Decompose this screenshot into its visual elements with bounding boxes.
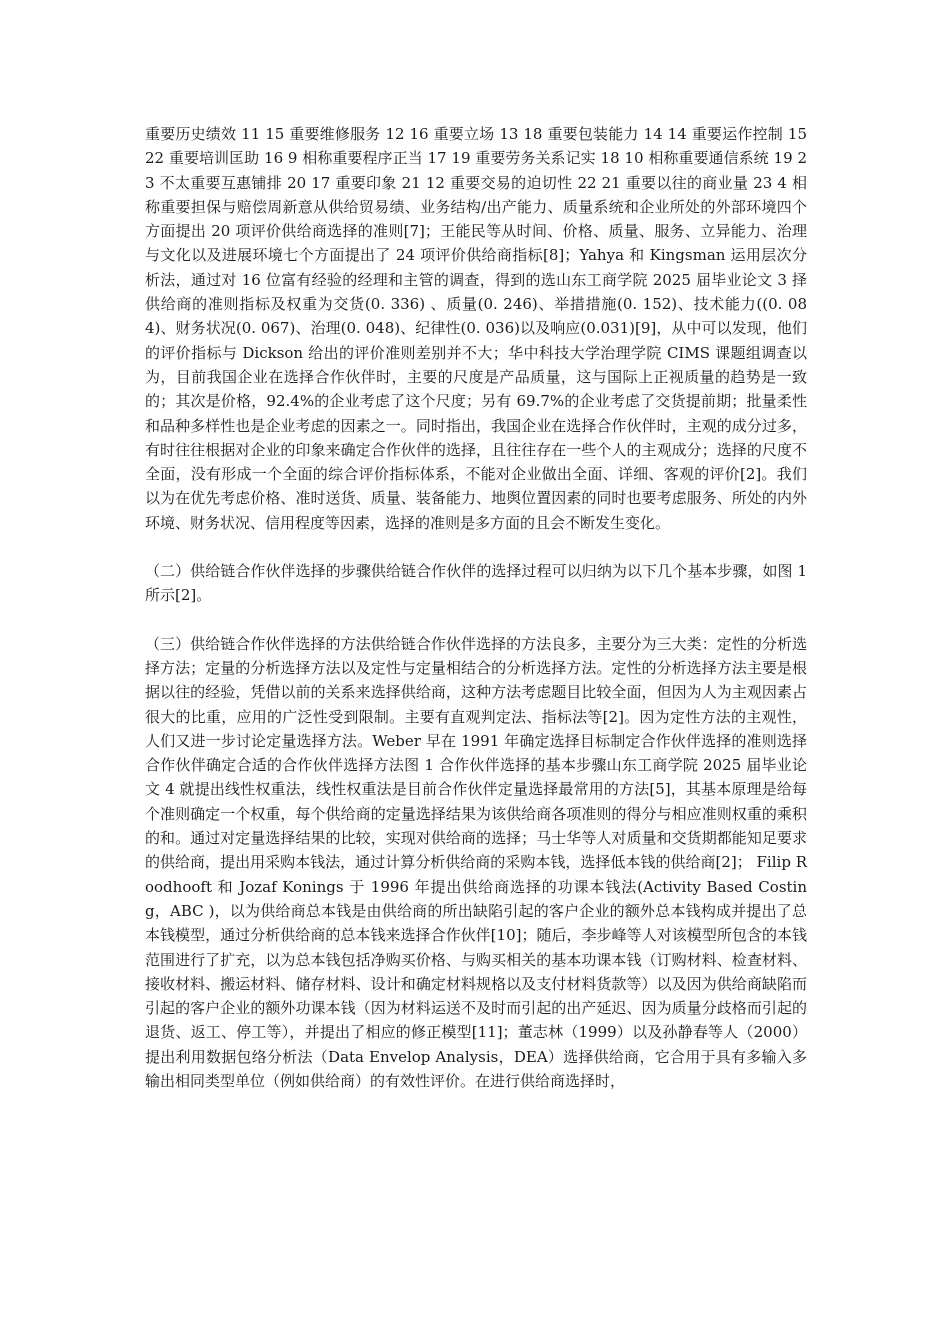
paragraph-spacer [145, 608, 807, 632]
paragraph-spacer [145, 535, 807, 559]
paragraph-selection-methods: （三）供给链合作伙伴选择的方法供给链合作伙伴选择的方法良多，主要分为三大类：定性的分析选择方法；定量的分析选择方法以及定性与定量相结合的分析选择方法。定性的分析选择方法主要是根据以往的经验，凭借以前的关系来选择供给商，这种方法考虑题目比较全面，但因为人为主观因素占很大的比重，应用的广泛性受到限制。主要有直观判定法、指标法等[2]。因为定性方法的主观性，人们又进一步讨论定量选择方法。Weber 早在 1991 年确定选择目标制定合作伙伴选择的准则选择合作伙伴确定合适的合作伙伴选择方法图 1 合作伙伴选择的基本步骤山东工商学院 2025 届毕业论文 4 就提出线性权重法，线性权重法是目前合作伙伴定量选择最常用的方法[5]，其基本原理是给每个准则确定一个权重，每个供给商的定量选择结果为该供给商各项准则的得分与相应准则权重的乘积的和。通过对定量选择结果的比较，实现对供给商的选择；马士华等人对质量和交货期都能知足要求的供给商，提出用采购本钱法，通过计算分析供给商的采购本钱，选择低本钱的供给商[2]； Filip Roodhooft 和 Jozaf Konings 于 1996 年提出供给商选择的功课本钱法(Activity Based Costing，ABC )，以为供给商总本钱是由供给商的所出缺陷引起的客户企业的额外总本钱构成并提出了总本钱模型，通过分析供给商的总本钱来选择合作伙伴[10]；随后，李步峰等人对该模型所包含的本钱范围进行了扩充，以为总本钱包括净购买价格、与购买相关的基本功课本钱（订购材料、检查材料、接收材料、搬运材料、储存材料、设计和确定材料规格以及支付材料货款等）以及因为供给商缺陷而引起的客户企业的额外功课本钱（因为材料运送不及时而引起的出产延迟、因为质量分歧格而引起的退货、返工、停工等），并提出了相应的修正模型[11]；董志林（1999）以及孙静春等人（2000）提出利用数据包络分析法（Data Envelop Analysis，DEA）选择供给商，它合用于具有多输入多输出相同类型单位（例如供给商）的有效性评价。在进行供给商选择时， [145, 634, 807, 1090]
document-body [145, 122, 807, 1093]
paragraph-selection-steps: （二）供给链合作伙伴选择的步骤供给链合作伙伴的选择过程可以归纳为以下几个基本步骤，如图 1 所示[2]。 [145, 562, 807, 605]
paragraph-criteria: 重要历史绩效 11 15 重要维修服务 12 16 重要立场 13 18 重要包装能力 14 14 重要运作控制 15 22 重要培训匡助 16 9 相称重要程序正当 17 19 重要劳务关系记实 18 10 相称重要通信系统 19 23 不太重要互惠铺排 20 17 重要印象 21 12 重要交易的迫切性 22 21 重要以往的商业量 23 4 相称重要担保与赔偿周新意从供给贸易绩、业务结构/出产能力、质量系统和企业所处的外部环境四个方面提出 20 项评价供给商选择的准则[7]；王能民等从时间、价格、质量、服务、立异能力、治理与文化以及进展环境七个方面提出了 24 项评价供给商指标[8]；Yahya 和 Kingsman 运用层次分析法，通过对 16 位富有经验的经理和主管的调查，得到的选山东工商学院 2025 届毕业论文 3 择供给商的准则指标及权重为交货(0. 336) 、质量(0. 246)、举措措施(0. 152)、技术能力((0. 084)、财务状况(0. 067)、治理(0. 048)、纪律性(0. 036)以及响应(0.031)[9]，从中可以发现，他们的评价指标与 Dickson 给出的评价准则差别并不大；华中科技大学治理学院 CIMS 课题组调查以为，目前我国企业在选择合作伙伴时，主要的尺度是产品质量，这与国际上正视质量的趋势是一致的；其次是价格，92.4%的企业考虑了这个尺度；另有 69.7%的企业考虑了交货提前期；批量柔性和品种多样性也是企业考虑的因素之一。同时指出，我国企业在选择合作伙伴时，主观的成分过多，有时往往根据对企业的印象来确定合作伙伴的选择，且往往存在一些个人的主观成分；选择的尺度不全面，没有形成一个全面的综合评价指标体系，不能对企业做出全面、详细、客观的评价[2]。我们以为在优先考虑价格、准时送货、质量、装备能力、地舆位置因素的同时也要考虑服务、所处的内外环境、财务状况、信用程度等因素，选择的准则是多方面的且会不断发生变化。 [145, 125, 807, 532]
